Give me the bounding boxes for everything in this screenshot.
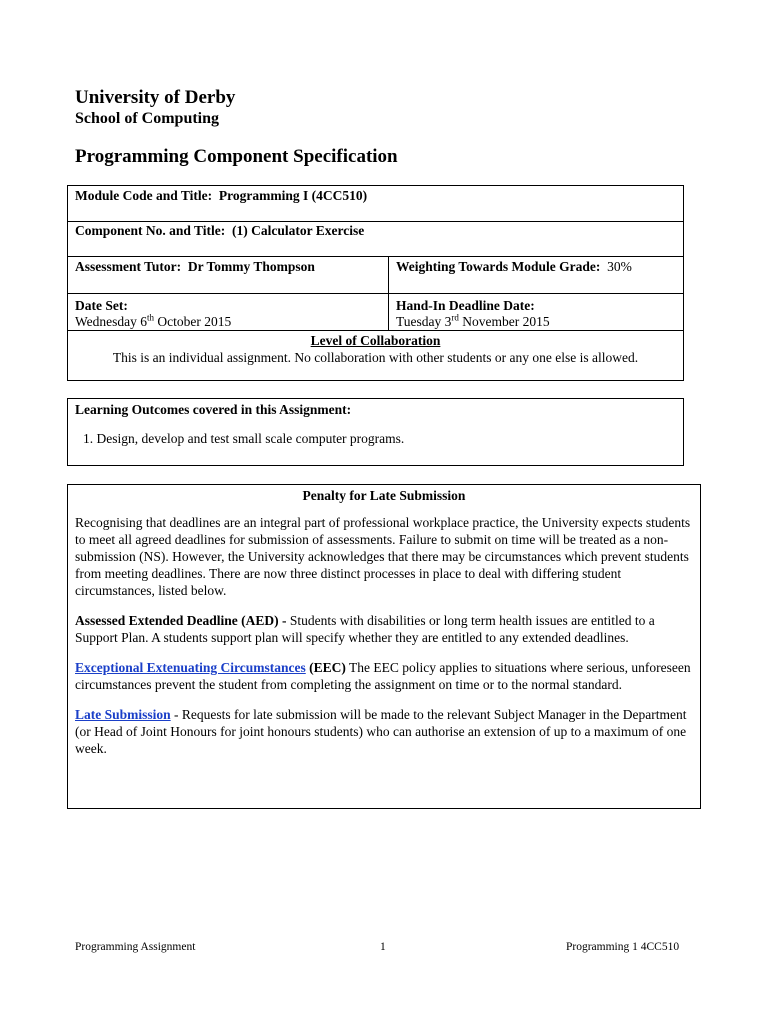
module-label: Module Code and Title: [75, 188, 213, 203]
date-set-value: Wednesday 6th October 2015 [75, 312, 232, 329]
collaboration-title: Level of Collaboration [310, 333, 441, 348]
late-text: - Requests for late submission will be made to the relevant Subject Manager in the Department (or Head of Joint Honours for joint honours students) who can authorise an extension of up to a maximum of one week. [75, 707, 687, 756]
collaboration-cell [68, 331, 684, 381]
deadline-label: Hand-In Deadline Date: [396, 298, 535, 313]
learning-outcome-item: 1. Design, develop and test small scale computer programs. [83, 431, 405, 446]
tutor-value: Dr Tommy Thompson [187, 259, 315, 274]
eec-link[interactable]: Exceptional Extenuating Circumstances [75, 660, 306, 675]
date-set-label: Date Set: [75, 298, 128, 313]
component-label: Component No. and Title: [75, 223, 226, 238]
weighting-label: Weighting Towards Module Grade: [396, 259, 601, 274]
late-paragraph [75, 706, 693, 757]
deadline-cell [389, 294, 684, 331]
school-name: School of Computing [75, 110, 220, 127]
page-number: 1 [380, 941, 386, 953]
component-value: (1) Calculator Exercise [232, 223, 365, 238]
weighting-value: 30% [607, 259, 632, 274]
tutor-label: Assessment Tutor: [75, 259, 182, 274]
document-title: Programming Component Specification [75, 146, 398, 167]
eec-abbr: (EEC) [305, 660, 346, 675]
weighting-cell [389, 257, 684, 294]
aed-label: Assessed Extended Deadline (AED) - [75, 613, 287, 628]
aed-paragraph [75, 612, 693, 646]
eec-paragraph [75, 659, 693, 693]
component-cell [68, 222, 684, 257]
eec-text: The EEC policy applies to situations where serious, unforeseen circumstances prevent the student from completing the assignment on time or to the normal standard. [75, 660, 691, 692]
module-cell [68, 186, 684, 222]
aed-text: Students with disabilities or long term health issues are entitled to a Support Plan. A students support plan will specify whether they are entitled to any extended deadlines. [75, 613, 655, 645]
tutor-cell [68, 257, 389, 294]
collaboration-text: This is an individual assignment. No collaboration with other students or any one else is allowed. [112, 350, 639, 365]
learning-outcomes-box [67, 398, 684, 466]
penalty-title: Penalty for Late Submission [302, 488, 466, 503]
footer-right: Programming 1 4CC510 [566, 941, 680, 953]
penalty-intro: Recognising that deadlines are an integral part of professional workplace practice, the University expects students to meet all agreed deadlines for submission of assessments. Failure to submit on time will be treated as a non-submission (NS). However, the University acknowledges that there may be circumstances which prevent students from meeting deadlines. There are now three distinct processes in place to deal with differing student circumstances, listed below. [75, 515, 691, 598]
module-value: Programming I (4CC510) [218, 188, 368, 203]
late-submission-link[interactable]: Late Submission [75, 707, 171, 722]
assignment-info-table [67, 185, 684, 381]
footer-left: Programming Assignment [75, 941, 196, 953]
deadline-value: Tuesday 3rd November 2015 [396, 312, 550, 329]
university-name: University of Derby [75, 87, 236, 108]
late-penalty-box [67, 484, 701, 809]
date-set-cell [68, 294, 389, 331]
learning-outcomes-title: Learning Outcomes covered in this Assignment: [75, 402, 352, 417]
